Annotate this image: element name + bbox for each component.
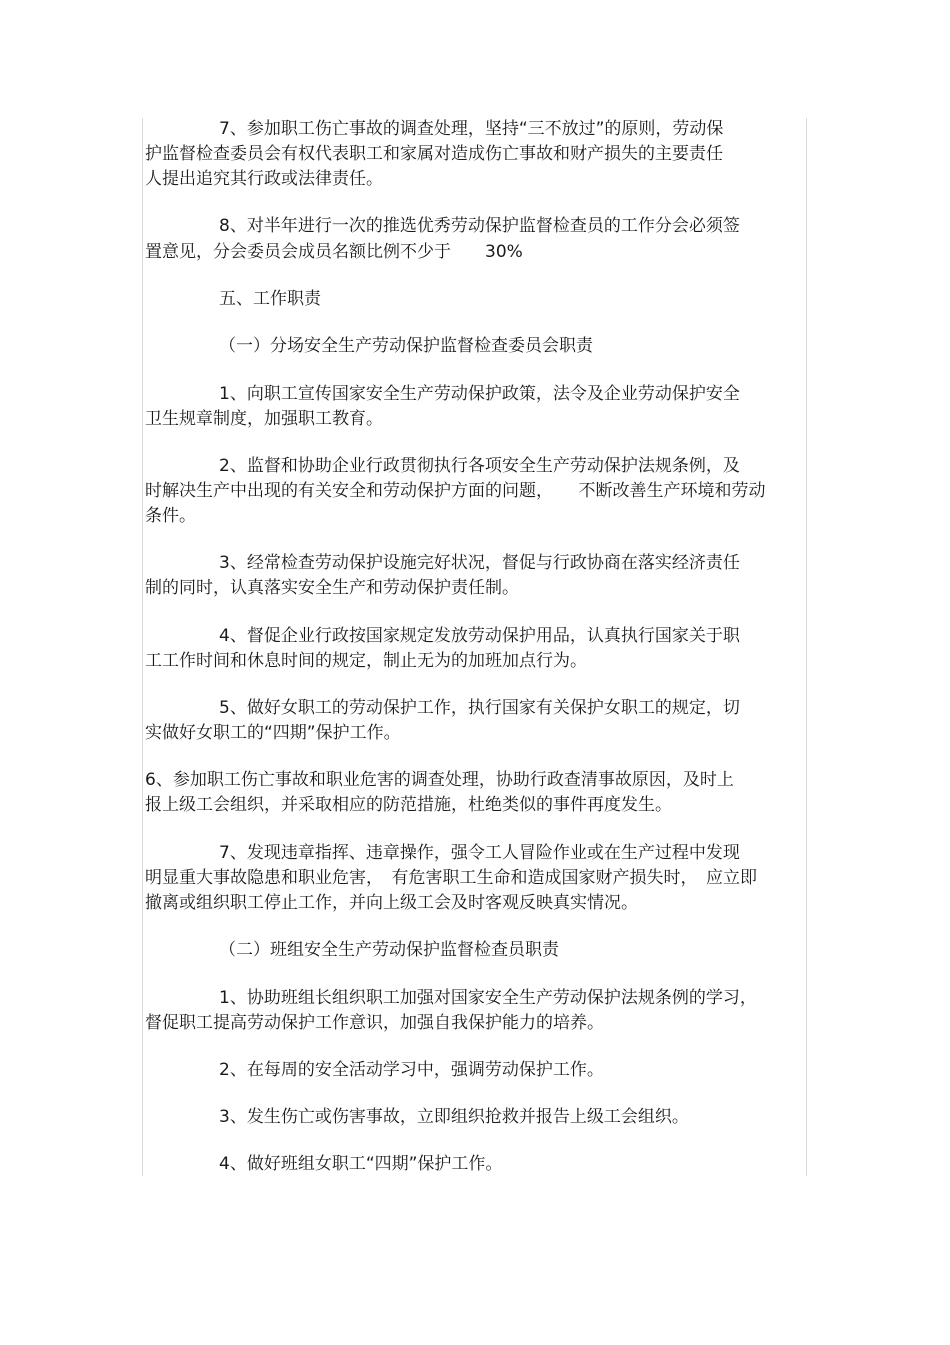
text-line: 3、发生伤亡或伤害事故，立即组织抢救并报告上级工会组织。 xyxy=(219,1107,689,1127)
text-line: 5、做好女职工的劳动保护工作，执行国家有关保护女职工的规定，切 xyxy=(219,698,740,718)
subsection-heading: （一）分场安全生产劳动保护监督检查委员会职责 xyxy=(219,336,593,356)
subsection-heading: （二）班组安全生产劳动保护监督检查员职责 xyxy=(219,940,559,960)
text-line: 置意见，分会委员会成员名额比例不少于 30% xyxy=(145,242,523,262)
text-line: 明显重大事故隐患和职业危害， 有危害职工生命和造成国家财产损失时， 应立即 xyxy=(145,868,757,888)
text-line: 时解决生产中出现的有关安全和劳动保护方面的问题， 不断改善生产环境和劳动 xyxy=(145,481,766,501)
text-line: 工工作时间和休息时间的规定，制止无为的加班加点行为。 xyxy=(145,651,587,671)
left-margin-rule xyxy=(142,118,143,1176)
text-line: 7、发现违章指挥、违章操作，强令工人冒险作业或在生产过程中发现 xyxy=(219,843,740,863)
text-line: 1、向职工宣传国家安全生产劳动保护政策，法令及企业劳动保护安全 xyxy=(219,384,740,404)
text-line: 撤离或组织职工停止工作，并向上级工会及时客观反映真实情况。 xyxy=(145,893,638,913)
text-line: 2、在每周的安全活动学习中，强调劳动保护工作。 xyxy=(219,1060,604,1080)
text-line: 1、协助班组长组织职工加强对国家安全生产劳动保护法规条例的学习， xyxy=(219,988,757,1008)
text-line: 条件。 xyxy=(145,506,196,526)
text-line: 督促职工提高劳动保护工作意识，加强自我保护能力的培养。 xyxy=(145,1013,604,1033)
right-margin-rule xyxy=(806,118,807,1176)
text-line: 8、对半年进行一次的推选优秀劳动保护监督检查员的工作分会必须签 xyxy=(219,216,740,236)
text-line: 7、参加职工伤亡事故的调查处理，坚持“三不放过”的原则，劳动保 xyxy=(219,119,724,139)
section-heading: 五、工作职责 xyxy=(219,289,321,309)
text-line: 6、参加职工伤亡事故和职业危害的调查处理，协助行政查清事故原因，及时上 xyxy=(145,770,734,790)
text-line: 报上级工会组织，并采取相应的防范措施，杜绝类似的事件再度发生。 xyxy=(145,795,672,815)
text-line: 实做好女职工的“四期”保护工作。 xyxy=(145,723,401,743)
text-line: 2、监督和协助企业行政贯彻执行各项安全生产劳动保护法规条例，及 xyxy=(219,456,740,476)
text-line: 4、督促企业行政按国家规定发放劳动保护用品，认真执行国家关于职 xyxy=(219,626,740,646)
text-line: 人提出追究其行政或法律责任。 xyxy=(145,169,383,189)
text-line: 制的同时，认真落实安全生产和劳动保护责任制。 xyxy=(145,578,519,598)
text-line: 3、经常检查劳动保护设施完好状况，督促与行政协商在落实经济责任 xyxy=(219,553,740,573)
text-line: 卫生规章制度，加强职工教育。 xyxy=(145,409,383,429)
text-line: 护监督检查委员会有权代表职工和家属对造成伤亡事故和财产损失的主要责任 xyxy=(145,144,723,164)
text-line: 4、做好班组女职工“四期”保护工作。 xyxy=(219,1154,503,1174)
